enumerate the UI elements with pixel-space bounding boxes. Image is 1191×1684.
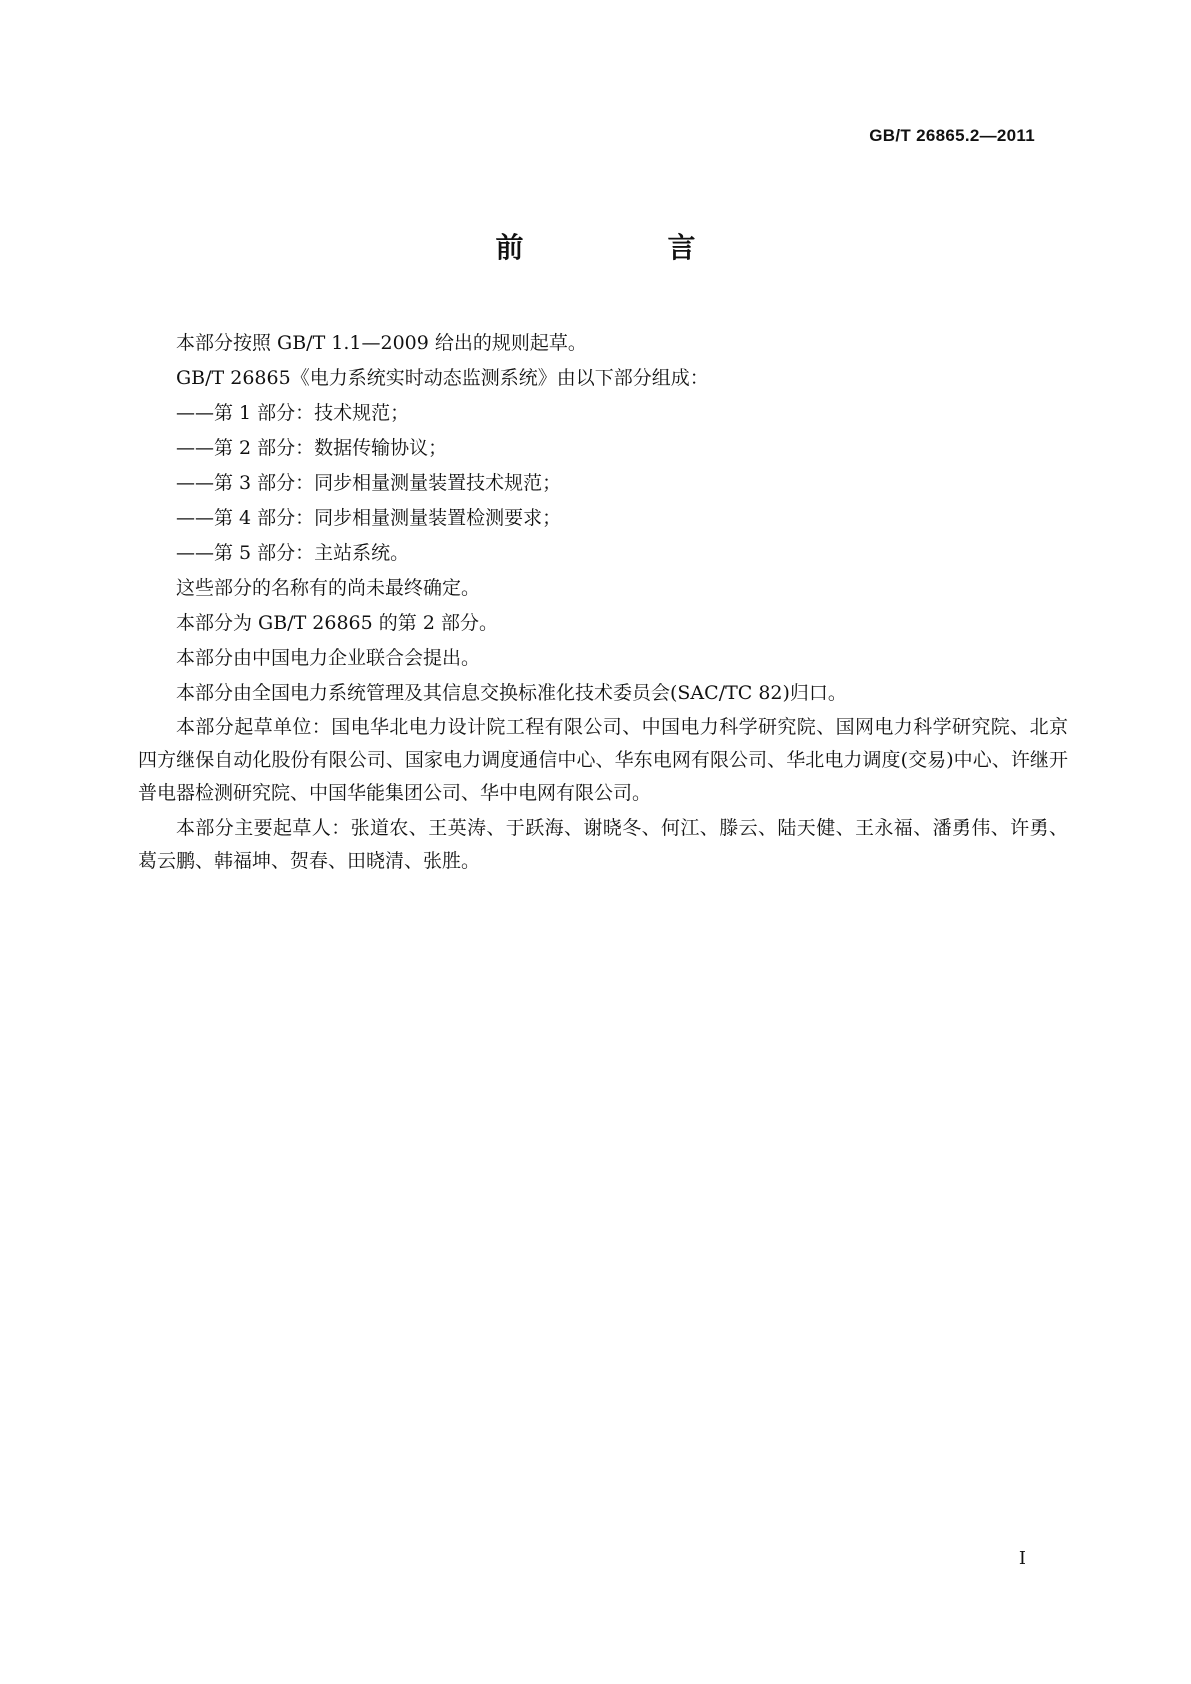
list-item-part-2: ——第 2 部分：数据传输协议； [176,437,448,459]
paragraph-names-not-final: 这些部分的名称有的尚未最终确定。 [176,577,481,599]
paragraph-series-composition: GB/T 26865《电力系统实时动态监测系统》由以下部分组成： [176,367,709,389]
paragraph-drafting-units: 本部分起草单位：国电华北电力设计院工程有限公司、中国电力科学研究院、国网电力科学研究院、北京四方继保自动化股份有限公司、国家电力调度通信中心、华东电网有限公司、华北电力调度(交易)中心、许继开普电器检测研究院、中国华能集团公司、华中电网有限公司。 [138,716,1068,804]
list-item-part-3: ——第 3 部分：同步相量测量装置技术规范； [176,472,562,494]
paragraph-technical-committee: 本部分由全国电力系统管理及其信息交换标准化技术委员会(SAC/TC 82)归口。 [176,682,847,704]
list-item-part-5: ——第 5 部分：主站系统。 [176,542,410,564]
list-item-part-1: ——第 1 部分：技术规范； [176,402,410,424]
paragraph-part-number: 本部分为 GB/T 26865 的第 2 部分。 [176,612,498,634]
standard-number: GB/T 26865.2—2011 [869,126,1035,145]
paragraph-drafters: 本部分主要起草人：张道农、王英涛、于跃海、谢晓冬、何江、滕云、陆天健、王永福、潘勇伟、许勇、葛云鹏、韩福坤、贺春、田晓清、张胜。 [138,817,1068,872]
page-title: 前 言 [495,231,754,264]
paragraph-drafting-rules: 本部分按照 GB/T 1.1—2009 给出的规则起草。 [176,332,587,354]
page-number: I [1018,1548,1026,1569]
foreword-body [138,326,1068,880]
list-item-part-4: ——第 4 部分：同步相量测量装置检测要求； [176,507,562,529]
paragraph-proposed-by: 本部分由中国电力企业联合会提出。 [176,647,481,669]
